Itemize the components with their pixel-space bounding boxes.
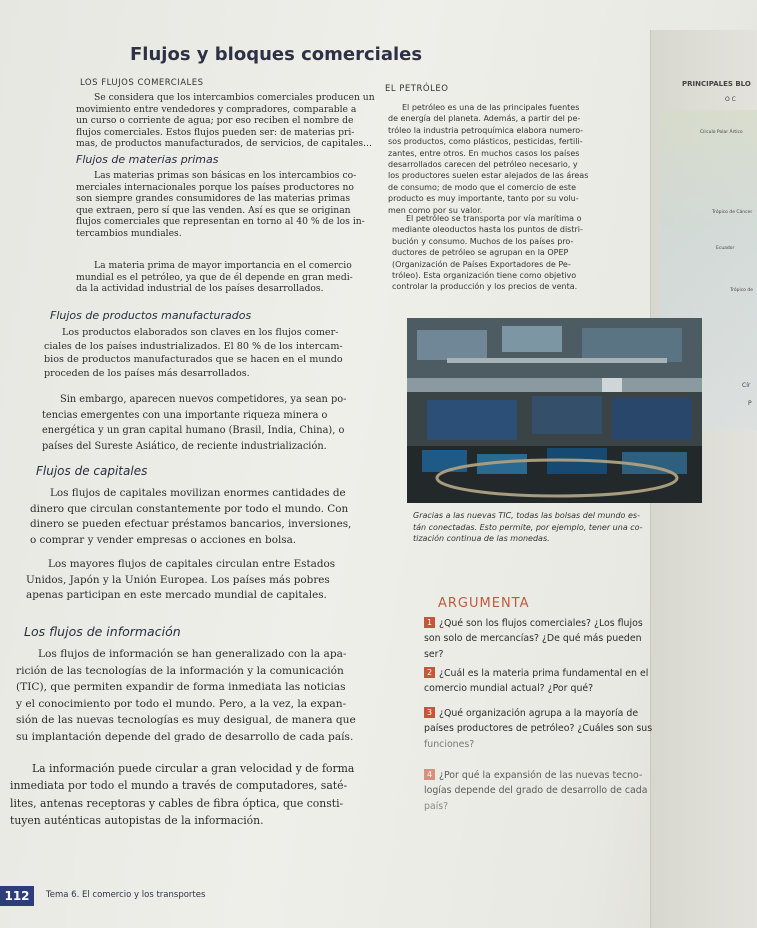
question-line: comercio mundial actual? ¿Por qué? [424, 683, 594, 695]
section-heading-petroleo: EL PETRÓLEO [385, 84, 449, 94]
question-line: ser? [424, 648, 444, 660]
text-line: controlar la producción y los precios de venta. [392, 282, 578, 292]
text-line: ciales de los países industrializados. El 80 % de los intercam- [44, 340, 343, 352]
text-line: los productores suelen estar alejados de las áreas [388, 171, 589, 181]
question-line: ¿Por qué la expansión de las nuevas tecno- [439, 770, 643, 781]
text-line: proceden de los países más desarrollados. [44, 367, 250, 379]
map-label: P [748, 400, 752, 407]
text-line: Se considera que los intercambios comerciales producen un [94, 92, 375, 103]
paragraph-materias-primas-1 [76, 170, 376, 240]
question-number-badge: 3 [424, 707, 435, 718]
paragraph-informacion-1 [16, 646, 391, 746]
text-line: Unidos, Japón y la Unión Europea. Los países más pobres [26, 573, 330, 586]
text-line: tercambios mundiales. [76, 227, 182, 239]
text-line: mediante oleoductos hasta los puntos de distri- [392, 225, 583, 235]
paragraph-comerciales [76, 92, 376, 150]
caption-line: tización continua de las monedas. [413, 534, 550, 543]
text-line: de energía del planeta. Además, a partir del pe- [388, 114, 581, 124]
text-line: Las materias primas son básicas en los intercambios co- [94, 170, 357, 181]
text-line: men como por su valor. [388, 205, 483, 215]
question-3 [424, 706, 724, 752]
map-label: O C [725, 96, 736, 103]
text-line: (TIC), que permiten expandir de forma inmediata las noticias [16, 681, 346, 694]
text-line: (Organización de Países Exportadores de Pe- [392, 259, 571, 269]
text-line: flujos comerciales. Estos flujos pueden ser: de materias pri- [76, 126, 355, 138]
text-line: desarrollados carecen del petróleo necesario, y [388, 160, 578, 170]
text-line: son siempre grandes consumidores de las materias primas [76, 193, 351, 205]
text-line: su implantación depende del grado de desarrollo de cada país. [16, 730, 354, 743]
question-line: logías depende del grado de desarrollo de cada [424, 785, 648, 797]
text-line: energética y un gran capital humano (Brasil, India, China), o [42, 425, 345, 437]
text-line: Los flujos de capitales movilizan enormes cantidades de [50, 487, 346, 499]
text-line: sión de las nuevas tecnologías es muy desigual, de manera que [16, 714, 356, 727]
text-line: lites, antenas receptoras y cables de fibra óptica, que consti- [10, 796, 344, 810]
text-line: movimiento entre vendedores y compradores, comparable a [76, 103, 357, 115]
map-label: Ecuador [716, 246, 735, 251]
map-label: Cír [742, 382, 751, 389]
footer-text: Tema 6. El comercio y los transportes [46, 890, 206, 900]
text-line: da la actividad industrial de los países desarrollados. [76, 283, 324, 295]
paragraph-manufacturados-1 [44, 326, 379, 380]
text-line: Los productos elaborados son claves en los flujos comer- [62, 327, 339, 338]
paragraph-materias-primas-2 [76, 260, 376, 295]
question-number-badge: 4 [424, 769, 435, 780]
stock-exchange-photo [407, 318, 702, 503]
photo-caption [413, 510, 703, 545]
caption-line: tán conectadas. Esto permite, por ejemplo, tener una co- [413, 522, 643, 532]
paragraph-capitales-2 [26, 557, 386, 604]
text-line: países del Sureste Asiático, de reciente industrialización. [42, 440, 327, 452]
paragraph-petroleo-2 [392, 213, 632, 293]
text-line: zantes, entre otros. En muchos casos los países [388, 148, 580, 158]
question-line: ¿Qué son los flujos comerciales? ¿Los flujos [439, 618, 643, 629]
text-line: mas, de productos manufacturados, de servicios, de capitales... [76, 138, 372, 150]
question-line: ¿Cuál es la materia prima fundamental en el [439, 668, 649, 679]
question-number-badge: 2 [424, 667, 435, 678]
argumenta-heading: ARGUMENTA [438, 596, 530, 611]
text-line: y el conocimiento por todo el mundo. Pero, a la vez, la expan- [16, 697, 347, 710]
text-line: producto es muy importante, tanto por su volu- [388, 194, 579, 204]
text-line: merciales internacionales porque los países productores no [76, 181, 354, 193]
text-line: La materia prima de mayor importancia en el comercio [94, 260, 352, 271]
text-line: tróleo la industria petroquímica elabora numero- [388, 125, 584, 135]
side-panel-heading: PRINCIPALES BLO [682, 80, 751, 88]
text-line: Sin embargo, aparecen nuevos competidores, ya sean po- [60, 394, 347, 405]
paragraph-manufacturados-2 [42, 392, 382, 454]
heading-informacion: Los flujos de información [24, 624, 181, 639]
page-title: Flujos y bloques comerciales [130, 44, 423, 65]
text-line: bios de productos manufacturados que se hacen en el mundo [44, 354, 343, 366]
text-line: dinero se pueden efectuar préstamos bancarios, inversiones, [30, 518, 352, 531]
question-4 [424, 768, 734, 814]
text-line: apenas participan en este mercado mundial de capitales. [26, 589, 327, 602]
caption-line: Gracias a las nuevas TIC, todas las bolsas del mundo es- [413, 511, 640, 520]
question-line: ¿Qué organización agrupa a la mayoría de [439, 708, 639, 719]
text-line: tróleo). Esta organización tiene como objetivo [392, 271, 577, 281]
question-line: país? [424, 800, 449, 812]
text-line: de consumo; de modo que el comercio de este [388, 182, 576, 192]
text-line: flujos comerciales que representan en torno al 40 % de los in- [76, 216, 365, 228]
question-line: funciones? [424, 738, 475, 750]
heading-materias-primas: Flujos de materias primas [76, 153, 219, 166]
text-line: bución y consumo. Muchos de los países pro- [392, 236, 574, 246]
text-line: inmediata por todo el mundo a través de computadores, saté- [10, 779, 348, 793]
page-number: 112 [0, 886, 34, 906]
question-2 [424, 666, 724, 697]
text-line: tencias emergentes con una importante riqueza minera o [42, 409, 328, 421]
text-line: El petróleo se transporta por vía marítima o [406, 214, 582, 223]
question-line: son solo de mercancías? ¿De qué más pueden [424, 633, 642, 645]
text-line: que extraen, pero sí que las venden. Así es que se originan [76, 204, 351, 216]
text-line: Los mayores flujos de capitales circulan entre Estados [48, 558, 336, 570]
map-label: Trópico de Cáncer [712, 210, 753, 215]
text-line: Los flujos de información se han generalizado con la apa- [38, 648, 347, 660]
heading-manufacturados: Flujos de productos manufacturados [50, 309, 252, 322]
text-line: tuyen auténticas autopistas de la información. [10, 814, 264, 828]
paragraph-capitales-1 [30, 486, 385, 548]
text-line: rición de las tecnologías de la información y la comunicación [16, 664, 344, 677]
text-line: La información puede circular a gran velocidad y de forma [32, 762, 355, 775]
text-line: mundial es el petróleo, ya que de él depende en gran medi- [76, 271, 353, 283]
text-line: sos productos, como plásticos, pesticidas, fertili- [388, 137, 583, 147]
trading-floor-illustration [407, 318, 702, 503]
text-line: ductores de petróleo se agrupan en la OPEP [392, 248, 569, 258]
text-line: dinero que circulan constantemente por todo el mundo. Con [30, 502, 349, 515]
text-line: o comprar y vender empresas o acciones en bolsa. [30, 533, 297, 546]
map-label: Círculo Polar Ártico [700, 130, 743, 135]
heading-capitales: Flujos de capitales [36, 464, 148, 478]
question-number-badge: 1 [424, 617, 435, 628]
map-label: Trópico de [730, 288, 753, 293]
question-line: países productores de petróleo? ¿Cuáles son sus [424, 723, 653, 735]
paragraph-informacion-2 [10, 760, 395, 830]
text-line: un curso o corriente de agua; por eso reciben el nombre de [76, 115, 354, 127]
section-heading-comerciales: LOS FLUJOS COMERCIALES [80, 78, 204, 88]
question-1 [424, 616, 724, 662]
text-line: El petróleo es una de las principales fuentes [402, 103, 580, 112]
paragraph-petroleo-1 [388, 102, 633, 216]
